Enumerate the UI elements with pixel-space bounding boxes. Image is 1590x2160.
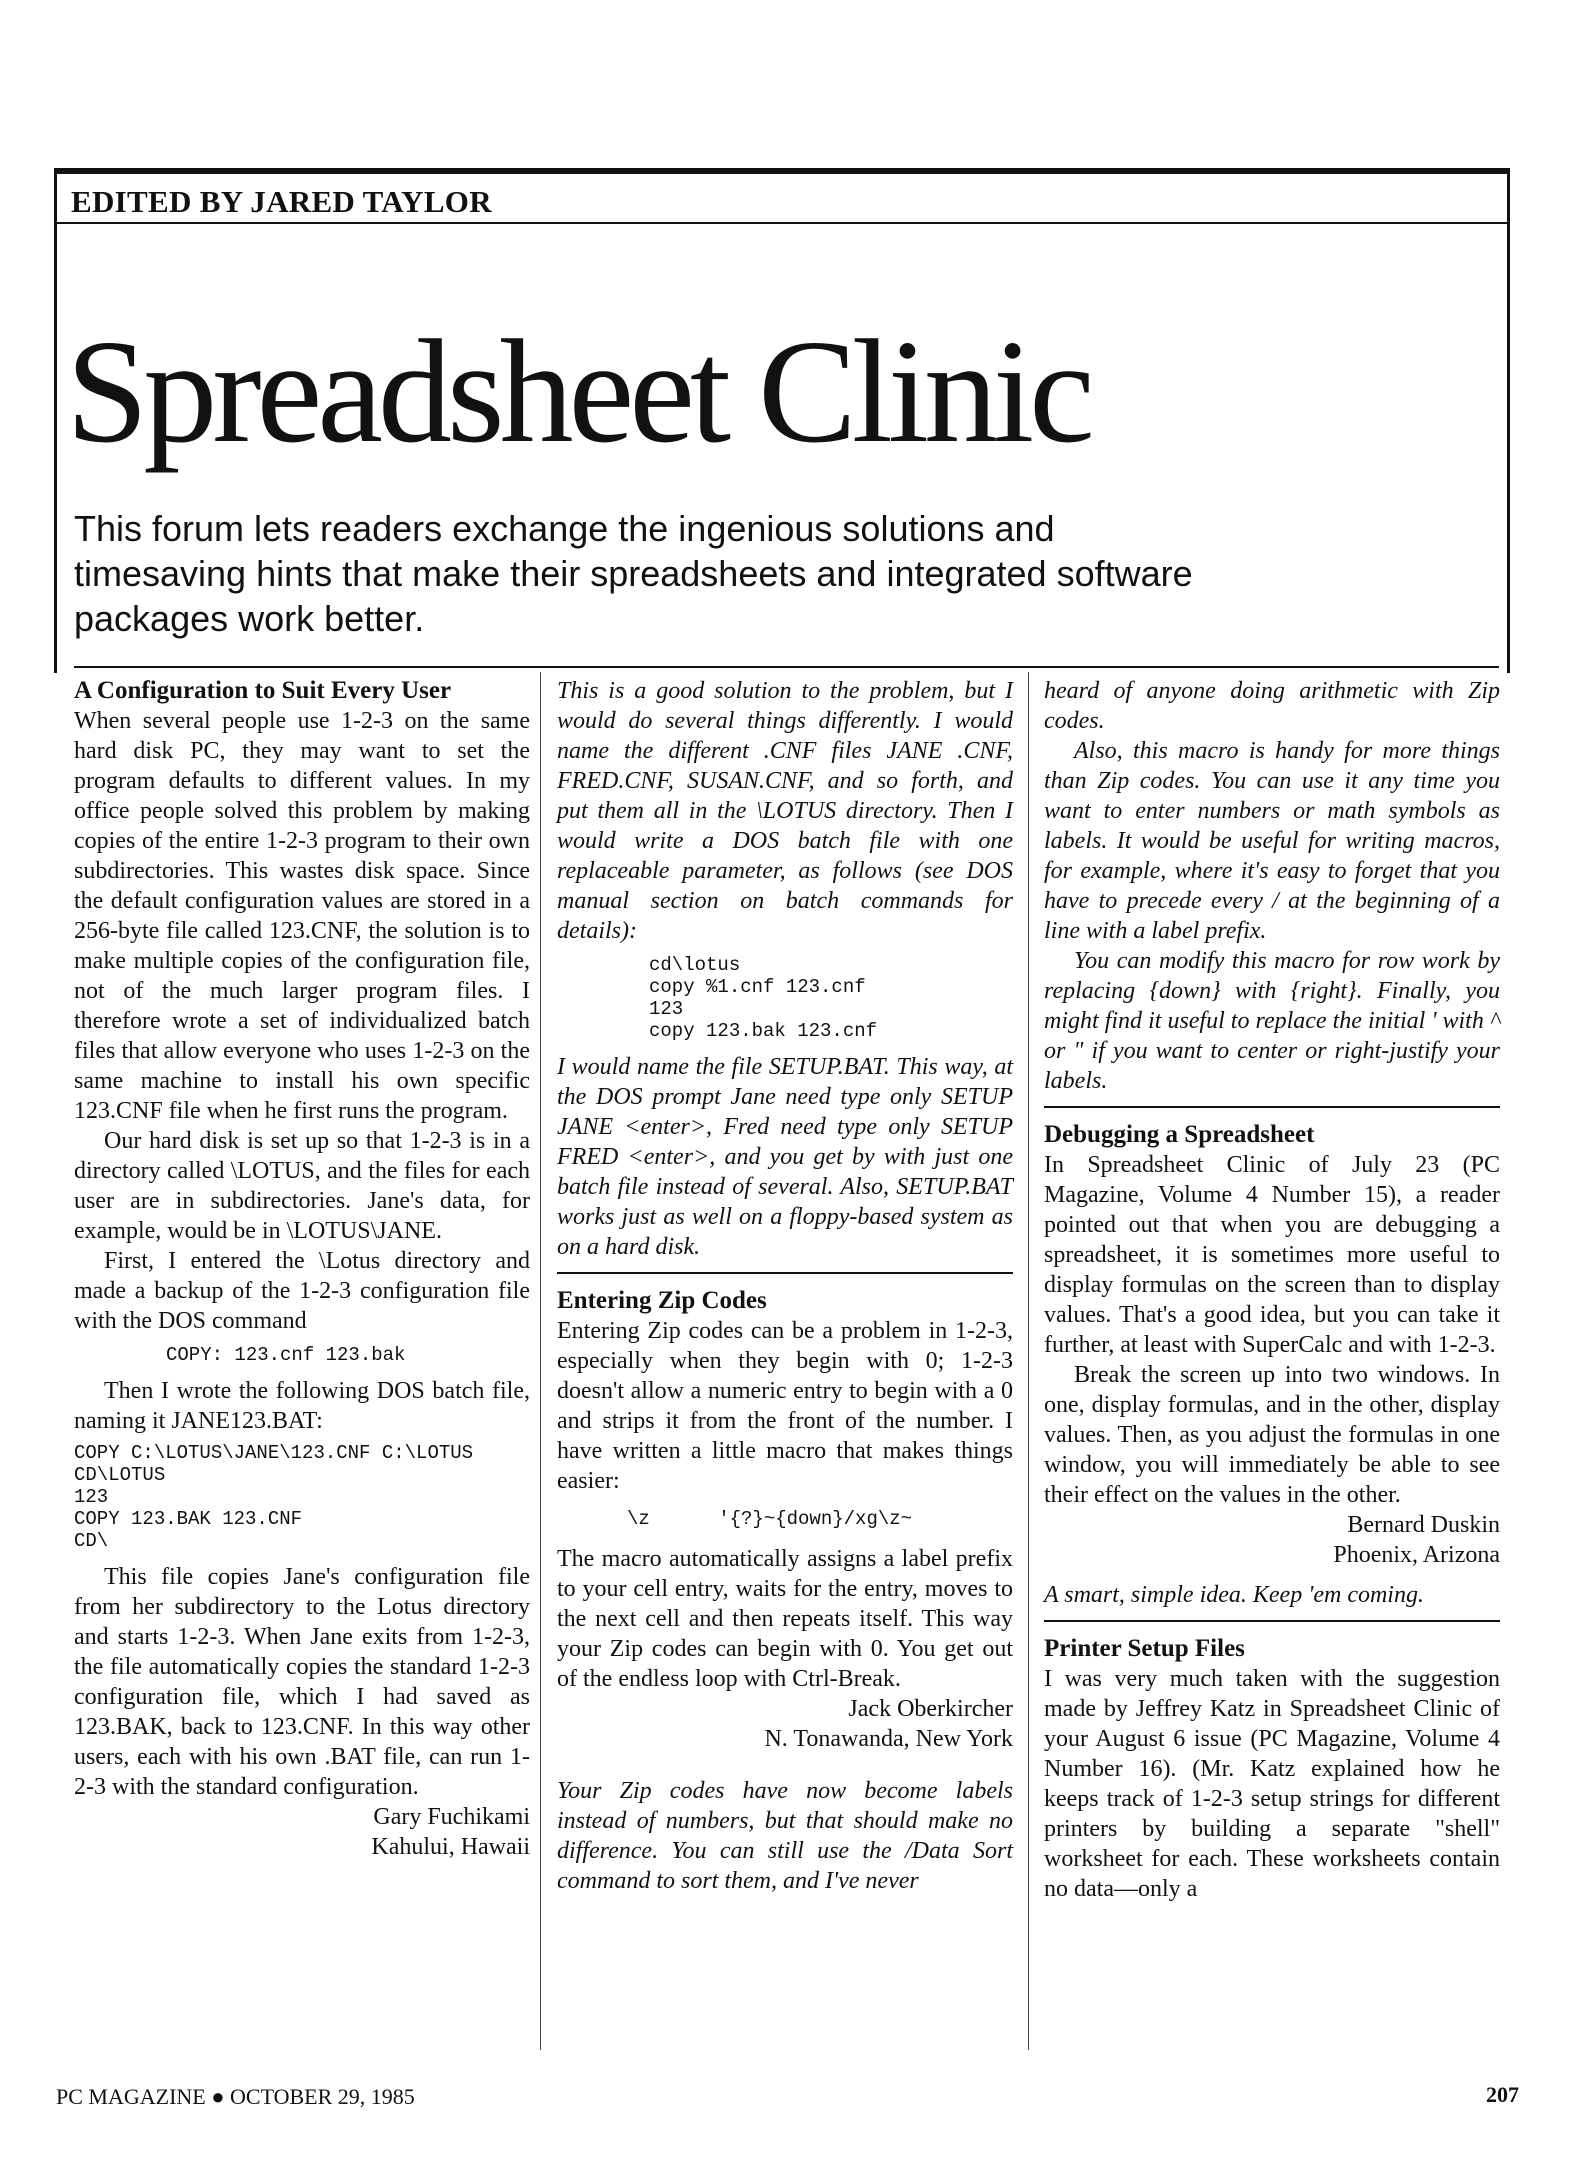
column-divider (540, 672, 541, 2050)
title-divider (74, 666, 1499, 668)
code-block: COPY C:\LOTUS\JANE\123.CNF C:\LOTUS CD\LOTUS 123 COPY 123.BAK 123.CNF CD\ (74, 1442, 474, 1552)
paragraph: This file copies Jane's configuration file from her subdirectory to the Lotus directory and starts 1-2-3. When Jane exits from 1-2-3, the file automatically copies the standard 1-2-3 configuration file, which I had saved as 123.BAK, back to 123.CNF. In this way other users, each with his own .BAT file, can run 1-2-3 with the standard configuration. (74, 1564, 530, 1800)
page-number: 207 (1486, 2082, 1519, 2107)
paragraph: The macro automatically assigns a label prefix to your cell entry, waits for the entry, moves to the next cell and then repeats itself. This way your Zip codes can begin with 0. You get out of the endless loop with Ctrl-Break. (557, 1546, 1013, 1692)
section-divider (1044, 1620, 1500, 1622)
code-block: \z '{?}~{down}/xg\z~ (627, 1508, 913, 1530)
editor-credit: EDITED BY JARED TAYLOR (71, 184, 492, 219)
signature-place: Kahului, Hawaii (371, 1834, 530, 1860)
paragraph: Entering Zip codes can be a problem in 1-2-3, especially when they begin with 0; 1-2-3 doesn't allow a numeric entry to begin with a 0 and strips it from the front of the number. I have written a little macro that makes things easier: (557, 1318, 1013, 1494)
column-divider (1028, 672, 1029, 2050)
editor-header-box (54, 168, 1510, 224)
code-block: COPY: 123.cnf 123.bak (166, 1344, 406, 1366)
editor-note: You can modify this macro for row work by replacing {down} with {right}. Finally, you might find it useful to replace the initial ' with ^ or " if you want to center or right-justify your labels. (1044, 948, 1500, 1094)
paragraph: I was very much taken with the suggestion made by Jeffrey Katz in Spreadsheet Clinic of your August 6 issue (PC Magazine, Volume 4 Number 16). (Mr. Katz explained how he keeps track of 1-2-3 setup strings for different printers by building a separate "shell" worksheet for each. These worksheets contain no data—only a (1044, 1666, 1500, 1902)
signature-name: Jack Oberkircher (848, 1696, 1013, 1722)
column-2 (557, 676, 1013, 1896)
editor-note: Also, this macro is handy for more things than Zip codes. You can use it any time you want to enter numbers or math symbols as labels. It would be useful for writing macros, for example, where it's easy to forget that you have to precede every / at the beginning of a line with a label prefix. (1044, 738, 1500, 944)
editor-note: This is a good solution to the problem, but I would do several things differently. I would name the different .CNF files JANE .CNF, FRED.CNF, SUSAN.CNF, and so forth, and put them all in the \LOTUS directory. Then I would write a DOS batch file with one replaceable parameter, as follows (see DOS manual section on batch commands for details): (557, 678, 1013, 944)
editor-note: heard of anyone doing arithmetic with Zip codes. (1044, 678, 1500, 734)
section-divider (1044, 1106, 1500, 1108)
paragraph: Then I wrote the following DOS batch file, naming it JANE123.BAT: (74, 1378, 530, 1434)
editor-note: I would name the file SETUP.BAT. This way, at the DOS prompt Jane need type only SETUP JANE <enter>, Fred need type only SETUP FRED <enter>, and you get by with just one batch file instead of several. Also, SETUP.BAT works just as well on a floppy-based system as on a hard disk. (557, 1054, 1013, 1260)
column-3 (1044, 676, 1500, 1904)
editor-note: Your Zip codes have now become labels instead of numbers, but that should make no difference. You can still use the /Data Sort command to sort them, and I've never (557, 1778, 1013, 1894)
paragraph: Break the screen up into two windows. In one, display formulas, and in the other, display values. Then, as you adjust the formulas in one window, you will immediately be able to see their effect on the values in the other. (1044, 1362, 1500, 1508)
footer-publication: PC MAGAZINE ● OCTOBER 29, 1985 (56, 2084, 415, 2109)
signature-name: Gary Fuchikami (373, 1804, 530, 1830)
column-1 (74, 676, 530, 1862)
signature-place: Phoenix, Arizona (1333, 1542, 1500, 1568)
intro-text: This forum lets readers exchange the ingenious solutions and timesaving hints that make their spreadsheets and integrated software packages work better. (74, 508, 1193, 639)
paragraph: First, I entered the \Lotus directory and made a backup of the 1-2-3 configuration file with the DOS command (74, 1248, 530, 1334)
paragraph: Our hard disk is set up so that 1-2-3 is in a directory called \LOTUS, and the files for each user are in subdirectories. Jane's data, for example, would be in \LOTUS\JANE. (74, 1128, 530, 1244)
editor-note: A smart, simple idea. Keep 'em coming. (1044, 1582, 1424, 1608)
code-block: cd\lotus copy %1.cnf 123.cnf 123 copy 123.bak 123.cnf (649, 954, 878, 1042)
signature-name: Bernard Duskin (1347, 1512, 1500, 1538)
paragraph: In Spreadsheet Clinic of July 23 (PC Magazine, Volume 4 Number 15), a reader pointed out that when you are debugging a spreadsheet, it is sometimes more useful to display formulas on the screen than to display values. That's a good idea, but you can take it further, at least with SuperCalc and with 1-2-3. (1044, 1152, 1500, 1358)
page-title: Spreadsheet Clinic (66, 310, 1090, 474)
paragraph: When several people use 1-2-3 on the same hard disk PC, they may want to set the program defaults to different values. In my office people solved this problem by making copies of the entire 1-2-3 program to their own subdirectories. This wastes disk space. Since the default configuration values are stored in a 256-byte file called 123.CNF, the solution is to make multiple copies of the configuration file, not of the much larger program files. I therefore wrote a set of individualized batch files that allow everyone who uses 1-2-3 on the same machine to install his own specific 123.CNF file when he first runs the program. (74, 708, 530, 1124)
section-heading: Printer Setup Files (1044, 1635, 1245, 1662)
section-divider (557, 1272, 1013, 1274)
section-heading: Debugging a Spreadsheet (1044, 1121, 1315, 1148)
section-heading: Entering Zip Codes (557, 1287, 767, 1314)
section-heading: A Configuration to Suit Every User (74, 677, 452, 704)
signature-place: N. Tonawanda, New York (764, 1726, 1013, 1752)
